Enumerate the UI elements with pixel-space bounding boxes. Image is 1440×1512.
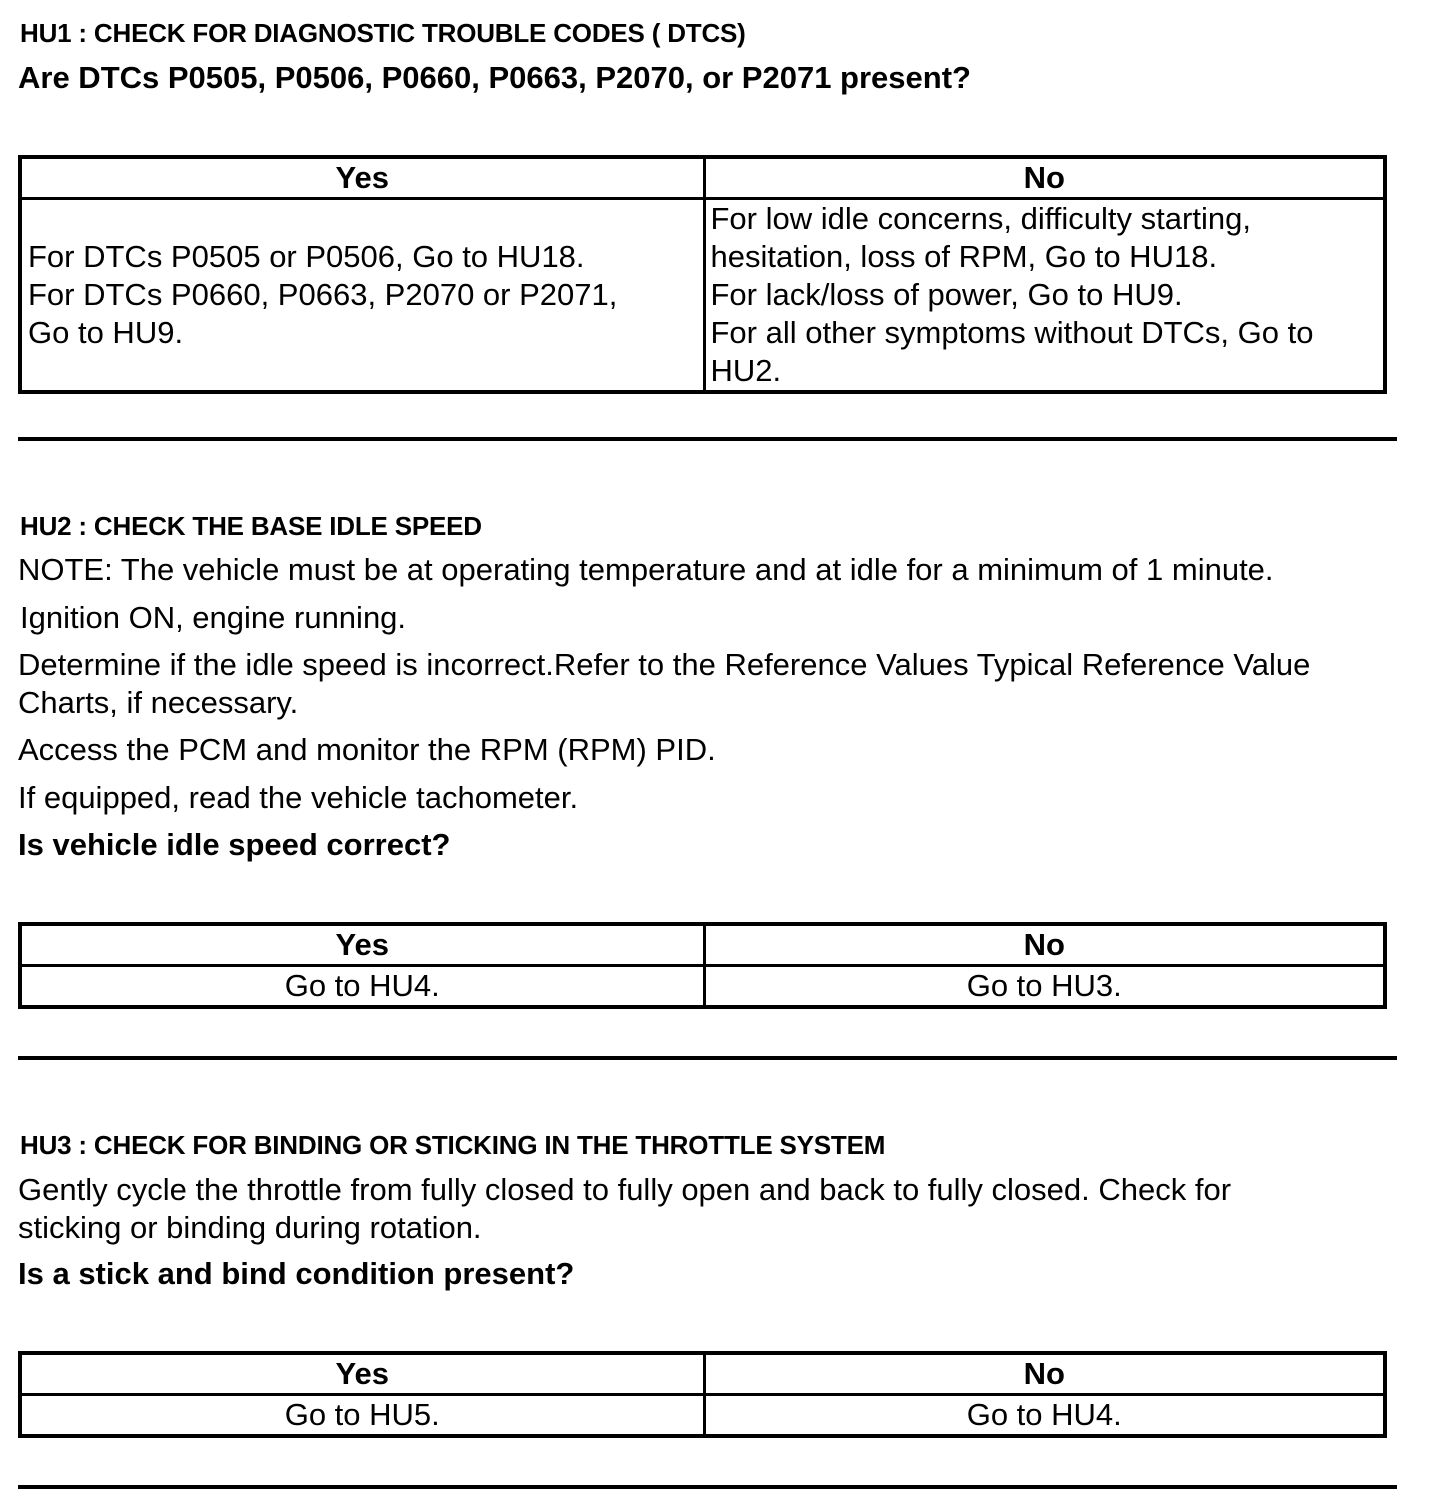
hu2-step-determine	[18, 646, 1310, 722]
hu2-heading: HU2 : CHECK THE BASE IDLE SPEED	[20, 511, 482, 541]
hu1-question: Are DTCs P0505, P0506, P0660, P0663, P2070, or P2071 present?	[18, 60, 971, 95]
hu1-yes-line: For DTCs P0660, P0663, P2070 or P2071,	[28, 277, 618, 312]
hu1-no-header: No	[704, 157, 1385, 199]
hu3-no-cell: Go to HU4.	[704, 1395, 1385, 1437]
hu3-table-body-row	[20, 1395, 1385, 1437]
hu1-yes-header: Yes	[20, 157, 704, 199]
hu2-yes-cell: Go to HU4.	[20, 966, 704, 1008]
section-divider	[18, 1485, 1397, 1489]
hu3-question: Is a stick and bind condition present?	[18, 1256, 575, 1291]
hu3-step-line: Gently cycle the throttle from fully closed to fully open and back to fully closed. Check for	[18, 1172, 1232, 1207]
hu1-no-line: For all other symptoms without DTCs, Go to	[710, 315, 1314, 350]
hu2-no-cell: Go to HU3.	[704, 966, 1385, 1008]
hu3-yes-header: Yes	[20, 1353, 704, 1395]
hu1-no-line: hesitation, loss of RPM, Go to HU18.	[710, 239, 1218, 274]
hu1-no-line: For low idle concerns, difficulty starting,	[710, 201, 1251, 236]
hu2-question: Is vehicle idle speed correct?	[18, 827, 451, 862]
hu1-table-body-row	[20, 199, 1385, 393]
hu1-heading: HU1 : CHECK FOR DIAGNOSTIC TROUBLE CODES ( DTCS)	[20, 18, 746, 48]
hu2-step-ignition: Ignition ON, engine running.	[20, 600, 407, 635]
hu3-step-cycle-throttle	[18, 1171, 1231, 1247]
hu2-table-body-row	[20, 966, 1385, 1008]
hu1-yes-line: For DTCs P0505 or P0506, Go to HU18.	[28, 239, 585, 274]
hu2-table-header-row	[20, 924, 1385, 966]
hu3-heading: HU3 : CHECK FOR BINDING OR STICKING IN THE THROTTLE SYSTEM	[20, 1130, 886, 1160]
hu2-no-header: No	[704, 924, 1385, 966]
hu3-no-header: No	[704, 1353, 1385, 1395]
hu2-yes-header: Yes	[20, 924, 704, 966]
hu2-note: NOTE: The vehicle must be at operating temperature and at idle for a minimum of 1 minute.	[18, 552, 1274, 587]
hu1-no-line: HU2.	[710, 353, 782, 388]
hu2-step-access-pcm: Access the PCM and monitor the RPM (RPM) PID.	[18, 732, 716, 767]
hu3-step-line: sticking or binding during rotation.	[18, 1210, 482, 1245]
hu3-table-header-row	[20, 1353, 1385, 1395]
hu3-yes-no-table	[18, 1351, 1387, 1438]
hu2-step-tachometer: If equipped, read the vehicle tachometer.	[18, 780, 579, 815]
section-divider	[18, 1056, 1397, 1060]
hu2-yes-no-table	[18, 922, 1387, 1009]
hu1-yes-no-table	[18, 155, 1387, 394]
hu1-no-cell	[704, 199, 1385, 393]
hu1-table-header-row	[20, 157, 1385, 199]
hu3-yes-cell: Go to HU5.	[20, 1395, 704, 1437]
section-divider	[18, 437, 1397, 441]
hu1-yes-line: Go to HU9.	[28, 315, 184, 350]
hu2-step-determine-line: Determine if the idle speed is incorrect.Refer to the Reference Values Typical Reference Value	[18, 647, 1311, 682]
hu1-no-line: For lack/loss of power, Go to HU9.	[710, 277, 1183, 312]
hu1-yes-cell	[20, 199, 704, 393]
hu2-step-determine-line: Charts, if necessary.	[18, 685, 299, 720]
